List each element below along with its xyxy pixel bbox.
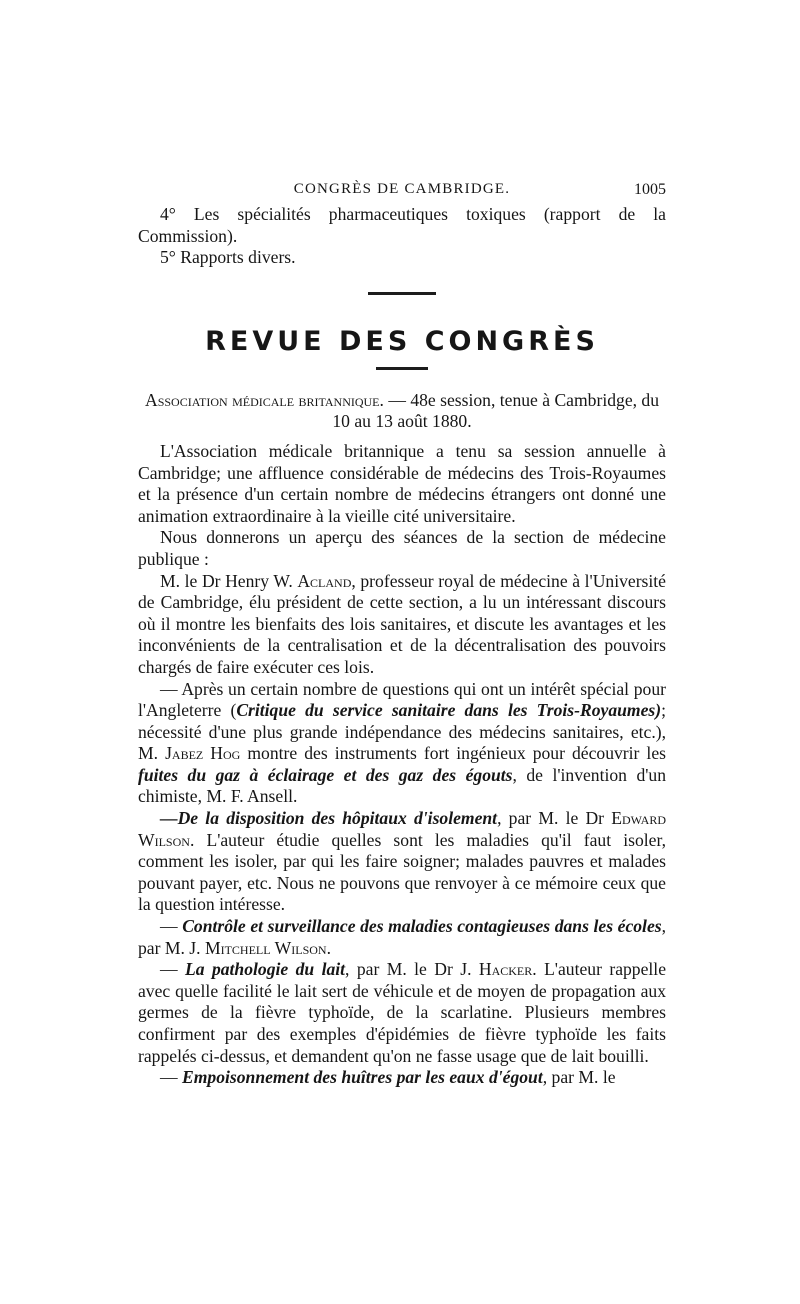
subhead-details: — 48e session, tenue à Cambridge, du 10 au 13 août 1880. bbox=[332, 389, 660, 432]
p4-text-e: montre des instruments fort ingénieux pour découvrir les bbox=[240, 743, 666, 764]
running-title: CONGRÈS DE CAMBRIDGE. bbox=[293, 181, 511, 197]
p7-text-c: , par M. le Dr J. bbox=[345, 959, 479, 980]
divider-top bbox=[368, 292, 436, 295]
divider-bottom bbox=[376, 367, 428, 370]
p6-italic-title: Contrôle et surveillance des maladies contagieuses dans les écoles bbox=[182, 916, 662, 937]
paragraph-6 bbox=[138, 916, 666, 959]
p6-text-a: — bbox=[160, 916, 183, 937]
p4-italic-fuites: fuites du gaz à éclairage et des gaz des égouts bbox=[138, 764, 513, 785]
p7-italic-title: La pathologie du lait bbox=[185, 959, 346, 980]
paragraph-4 bbox=[138, 679, 666, 809]
p6-text-c: , par M. J. bbox=[138, 916, 667, 958]
page-body bbox=[138, 204, 666, 1089]
p5-text-b: , par M. le Dr bbox=[497, 808, 612, 829]
p6-name-mitchell-wilson: Mitchell Wilson bbox=[204, 937, 327, 958]
p3-text-a: M. le Dr Henry W. bbox=[160, 570, 298, 591]
p7-text-e: . L'auteur rappelle avec quelle facilité le lait sert de véhicule et de moyen de propagation aux germes de la fièvre typhoïde, de la scarlatine. Plusieurs membres confirment par des exemples d'épidémies de fièvre typhoïde les faits rappelés ci-dessus, et demandent qu'on ne fasse usage que de lait bouilli. bbox=[138, 959, 666, 1066]
paragraph-2: Nous donnerons un aperçu des séances de la section de médecine publique : bbox=[138, 527, 666, 569]
list-item-5: 5° Rapports divers. bbox=[160, 247, 296, 268]
paragraph-1: L'Association médicale britannique a tenu sa session annuelle à Cambridge; une affluence considérable de médecins des Trois-Royaumes et la présence d'un certain nombre de médecins étrangers ont donné une animation extraordinaire à la vieille cité universitaire. bbox=[138, 440, 666, 526]
p4-text-a: — Après un certain nombre de questions qui ont un intérêt spécial pour l'Angleterre ( bbox=[138, 678, 666, 721]
page-number: 1005 bbox=[634, 181, 666, 198]
p5-italic-title: —De la disposition des hôpitaux d'isolement bbox=[160, 808, 498, 829]
paragraph-8 bbox=[138, 1067, 666, 1089]
p6-text-e: . bbox=[326, 937, 332, 958]
p8-italic-title: Empoisonnement des huîtres par les eaux d'égout bbox=[182, 1067, 543, 1088]
p4-text-g: , de l'invention d'un chimiste, M. F. Ansell. bbox=[138, 764, 666, 807]
paragraph-7 bbox=[138, 959, 666, 1067]
p5-name-wilson: Edward Wilson bbox=[138, 808, 666, 850]
p3-text-c: , professeur royal de médecine à l'Université de Cambridge, élu président de cette section, a lu un intéressant discours où il montre les bienfaits des lois sanitaires, et discute les avantages et les inconvénients de la centralisation et de la décentralisation des pouvoirs chargés de faire exécuter ces lois. bbox=[138, 570, 666, 677]
p8-text-c: , par M. le bbox=[542, 1067, 616, 1088]
p7-text-a: — bbox=[160, 959, 185, 980]
paragraph-5 bbox=[138, 808, 666, 916]
p8-text-a: — bbox=[160, 1067, 182, 1088]
list-item-4: 4° Les spécialités pharmaceutiques toxiques (rapport de la Commission). bbox=[138, 204, 666, 246]
p4-name-hog: Jabez Hog bbox=[165, 743, 241, 764]
p4-text-c: ; nécessité d'une plus grande indépendance des médecins sanitaires, etc.), M. bbox=[138, 700, 666, 764]
p3-name-acland: Acland bbox=[297, 570, 352, 591]
p5-text-d: . L'auteur étudie quelles sont les maladies qu'il faut isoler, comment les isoler, par qui les faire soigner; malades pauvres et malades pouvant payer, etc. Nous ne pouvons que renvoyer à ce mémoire ceux que la question intéresse. bbox=[138, 829, 666, 915]
paragraph-3 bbox=[138, 571, 666, 679]
section-title: REVUE DES CONGRÈS bbox=[205, 325, 599, 357]
running-head bbox=[138, 181, 666, 203]
subhead-association: Association médicale britannique. bbox=[144, 389, 384, 410]
p4-italic-critique: Critique du service sanitaire dans les Trois-Royaumes) bbox=[236, 700, 662, 721]
p7-name-hacker: Hacker bbox=[478, 959, 533, 980]
section-subhead bbox=[138, 390, 666, 433]
